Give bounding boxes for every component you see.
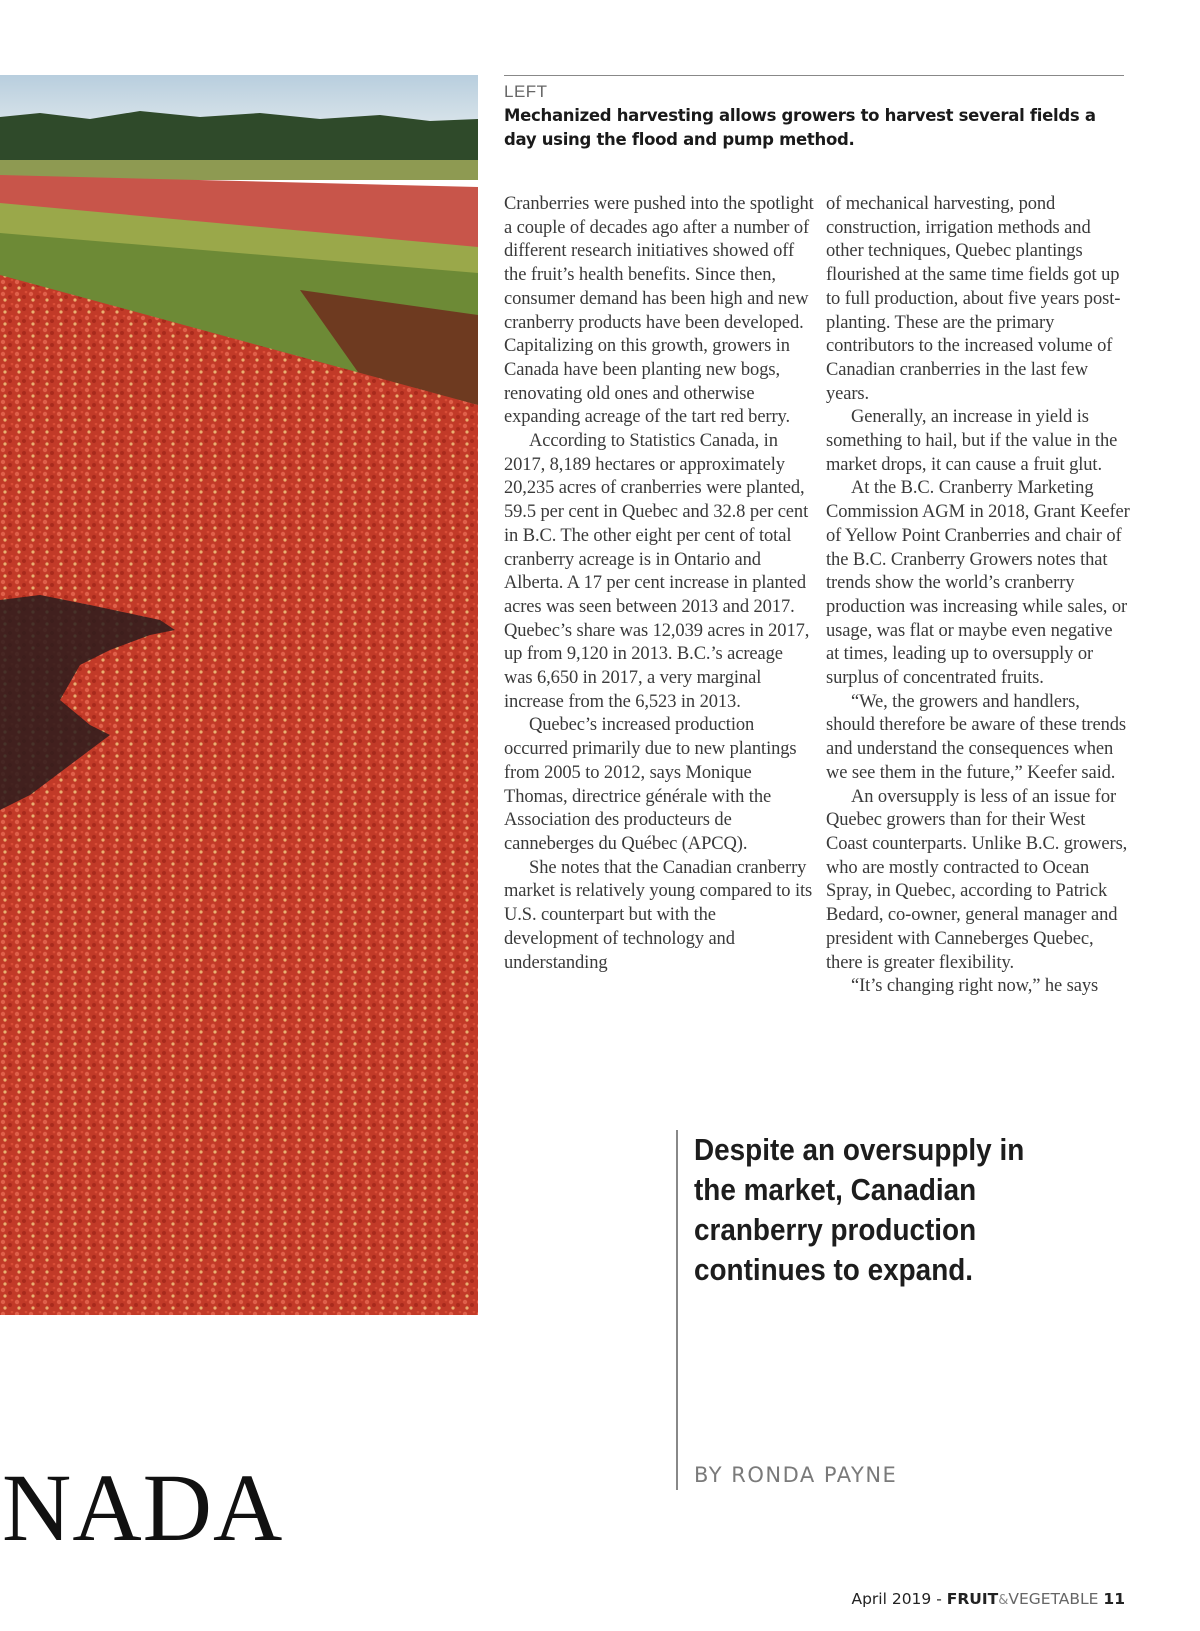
pull-quote-rule: [676, 1130, 678, 1490]
paragraph: An oversupply is less of an issue for Quebec growers than for their West Coast counterparts. Unlike B.C. growers, who are mostly contracted to Ocean Spray, in Quebec, according to Patrick Bedard, co-owner, general manager and president with Canneberges Quebec, there is greater flexibility.: [826, 786, 1128, 973]
article-column-2: [826, 193, 1130, 999]
magazine-name-fruit: FRUIT: [946, 1590, 999, 1608]
pull-quote: Despite an oversupply in the market, Canadian cranberry production continues to expand.: [694, 1132, 1025, 1287]
issue-date: April 2019 -: [851, 1590, 942, 1608]
page-footer: [851, 1590, 1125, 1608]
paragraph: At the B.C. Cranberry Marketing Commission AGM in 2018, Grant Keefer of Yellow Point Cranberries and chair of the B.C. Cranberry Growers notes that trends show the world’s cranberry production was increasing while sales, or usage, was flat or maybe even negative at times, leading up to oversupply or surplus of concentrated fruits.: [826, 478, 1130, 689]
paragraph: “We, the growers and handlers, should therefore be aware of these trends and understand the consequences when we see them in the future,” Keefer said.: [826, 691, 1126, 783]
photo-caption: Mechanized harvesting allows growers to harvest several fields a day using the flood and pump method.: [504, 106, 1096, 149]
page-number: 11: [1103, 1590, 1125, 1608]
magazine-name-amp: &: [998, 1593, 1009, 1608]
paragraph: According to Statistics Canada, in 2017, 8,189 hectares or approximately 20,235 acres of cranberries were planted, 59.5 per cent in Quebec and 32.8 per cent in B.C. The other eight per cent of total cranberry acreage is in Ontario and Alberta. A 17 per cent increase in planted acres was seen between 2013 and 2017. Quebec’s share was 12,039 acres in 2017, up from 9,120 in 2013. B.C.’s acreage was 6,650 in 2017, a very marginal increase from the 6,523 in 2013.: [504, 431, 810, 712]
paragraph: She notes that the Canadian cranberry market is relatively young compared to its U.S. counterpart but with the development of technology and understanding: [504, 857, 813, 973]
headline-fragment: NADA: [2, 1454, 284, 1561]
article-column-1: [504, 193, 814, 975]
magazine-name-vegetable: VEGETABLE: [1008, 1590, 1099, 1608]
paragraph: Generally, an increase in yield is something to hail, but if the value in the market drops, it can cause a fruit glut.: [826, 407, 1118, 475]
cranberry-harvest-photo: [0, 75, 478, 1315]
paragraph: Quebec’s increased production occurred primarily due to new plantings from 2005 to 2012, says Monique Thomas, directrice générale with the Association des producteurs de canneberges du Québec (APCQ).: [504, 715, 797, 854]
paragraph: “It’s changing right now,” he says: [851, 976, 1099, 997]
paragraph: Cranberries were pushed into the spotlight a couple of decades ago after a number of different research initiatives showed off the fruit’s health benefits. Since then, consumer demand has been high and new cranberry products have been developed. Capitalizing on this growth, growers in Canada have been planting new bogs, renovating old ones and otherwise expanding acreage of the tart red berry.: [504, 194, 814, 428]
caption-tag: LEFT: [504, 82, 548, 101]
paragraph: of mechanical harvesting, pond construction, irrigation methods and other techniques, Quebec plantings flourished at the same time fields got up to full production, about five years post-planting. These are the primary contributors to the increased volume of Canadian cranberries in the last few years.: [826, 194, 1121, 404]
caption-top-rule: [504, 75, 1124, 76]
byline: BY RONDA PAYNE: [694, 1463, 898, 1487]
